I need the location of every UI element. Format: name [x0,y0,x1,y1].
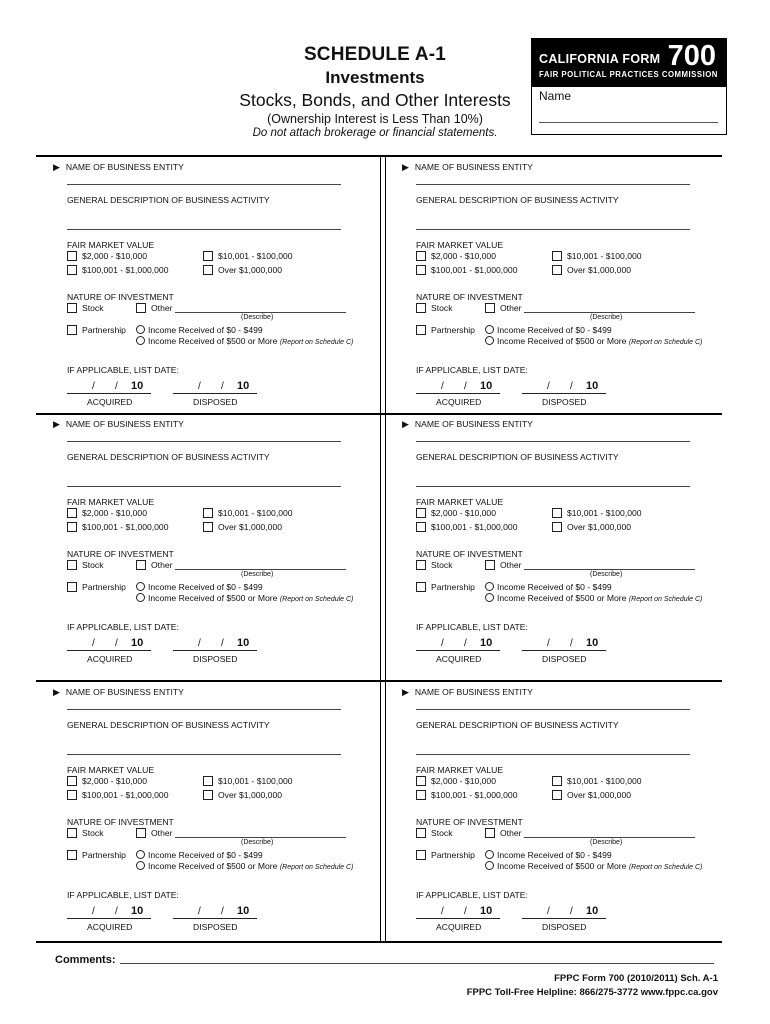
stock-checkbox[interactable] [67,560,77,570]
investment-section-3 [53,419,393,681]
investment-section-6 [402,687,742,949]
partnership-checkbox[interactable] [416,325,426,335]
stock-label: Stock [82,828,104,838]
income-radio-2[interactable] [136,593,145,602]
arrow-right-icon: ▶ [402,162,409,172]
description-label: GENERAL DESCRIPTION OF BUSINESS ACTIVITY [67,452,270,462]
income-radio-2[interactable] [485,861,494,870]
fmv-option-4: Over $1,000,000 [567,790,632,800]
other-checkbox[interactable] [485,828,495,838]
partnership-checkbox[interactable] [67,850,77,860]
fmv-label: FAIR MARKET VALUE [67,497,155,507]
acquired-label: ACQUIRED [436,654,482,664]
entity-name-field[interactable] [67,184,341,185]
attachment-note: Do not attach brokerage or financial statements. [252,127,498,139]
description-label: GENERAL DESCRIPTION OF BUSINESS ACTIVITY [416,452,619,462]
partnership-checkbox[interactable] [67,325,77,335]
entity-label-row [53,687,184,698]
arrow-right-icon: ▶ [53,162,60,172]
fmv-checkbox-3[interactable] [416,790,426,800]
nature-label: NATURE OF INVESTMENT [67,292,174,302]
describe-label: (Describe) [590,571,623,578]
arrow-right-icon: ▶ [402,687,409,697]
fmv-checkbox-1[interactable] [67,251,77,261]
other-label: Other [500,560,522,570]
disposed-year: 10 [237,637,250,649]
income-option-1: Income Received of $0 - $499 [497,850,612,860]
california-form-label: CALIFORNIA FORM [539,52,661,66]
fmv-option-4: Over $1,000,000 [218,790,283,800]
form-number: 700 [667,40,716,72]
acquired-label: ACQUIRED [87,397,133,407]
fmv-checkbox-4[interactable] [552,265,562,275]
disposed-year: 10 [237,380,250,392]
fmv-checkbox-4[interactable] [552,790,562,800]
income-option-2-row [497,336,702,346]
income-radio-1[interactable] [485,582,494,591]
investment-section-4 [402,419,742,681]
fmv-option-2: $10,001 - $100,000 [218,251,293,261]
report-note: (Report on Schedule C) [628,864,703,871]
other-label: Other [500,828,522,838]
fmv-option-3: $100,001 - $1,000,000 [431,522,518,532]
other-label: Other [151,560,173,570]
nature-label: NATURE OF INVESTMENT [67,817,174,827]
income-option-1: Income Received of $0 - $499 [497,325,612,335]
name-field[interactable] [539,122,718,123]
description-label: GENERAL DESCRIPTION OF BUSINESS ACTIVITY [416,720,619,730]
acquired-year: 10 [131,905,144,917]
report-note: (Report on Schedule C) [279,864,354,871]
income-radio-2[interactable] [136,336,145,345]
fmv-checkbox-1[interactable] [416,776,426,786]
other-checkbox[interactable] [485,560,495,570]
fmv-checkbox-2[interactable] [203,776,213,786]
entity-name-field[interactable] [416,709,690,710]
income-radio-2[interactable] [485,336,494,345]
entity-label: NAME OF BUSINESS ENTITY [414,687,533,697]
schedule-subtitle-2: Stocks, Bonds, and Other Interests [239,90,511,110]
acquired-year: 10 [480,380,493,392]
acquired-slash-1: / [92,906,95,917]
partnership-label: Partnership [82,850,126,860]
describe-label: (Describe) [590,839,623,846]
arrow-right-icon: ▶ [402,419,409,429]
entity-label-row [53,162,184,173]
date-label: IF APPLICABLE, LIST DATE: [416,365,528,375]
description-field[interactable] [67,754,341,755]
income-option-2: Income Received of $500 or More [497,861,627,871]
fmv-option-2: $10,001 - $100,000 [567,251,642,261]
stock-label: Stock [431,560,453,570]
acquired-slash-1: / [92,381,95,392]
entity-name-field[interactable] [416,441,690,442]
other-describe-field[interactable] [524,569,695,570]
other-describe-field[interactable] [524,312,695,313]
description-label: GENERAL DESCRIPTION OF BUSINESS ACTIVITY [416,195,619,205]
disposed-slash-1: / [198,381,201,392]
fmv-checkbox-3[interactable] [67,522,77,532]
fmv-checkbox-4[interactable] [203,265,213,275]
income-option-2: Income Received of $500 or More [148,336,278,346]
date-label: IF APPLICABLE, LIST DATE: [416,622,528,632]
entity-label-row [402,162,533,173]
disposed-label: DISPOSED [193,654,238,664]
fmv-option-2: $10,001 - $100,000 [567,776,642,786]
describe-label: (Describe) [590,314,623,321]
describe-label: (Describe) [241,314,274,321]
other-describe-field[interactable] [175,312,346,313]
disposed-year: 10 [586,637,599,649]
entity-label-row [53,419,184,430]
income-radio-2[interactable] [485,593,494,602]
income-option-1: Income Received of $0 - $499 [148,582,263,592]
other-label: Other [151,303,173,313]
income-radio-1[interactable] [485,850,494,859]
partnership-label: Partnership [431,850,475,860]
disposed-slash-1: / [198,638,201,649]
other-label: Other [151,828,173,838]
describe-label: (Describe) [241,571,274,578]
report-note: (Report on Schedule C) [628,339,703,346]
disposed-slash-2: / [221,906,224,917]
income-radio-1[interactable] [136,325,145,334]
date-label: IF APPLICABLE, LIST DATE: [67,365,179,375]
stock-label: Stock [82,303,104,313]
income-option-1: Income Received of $0 - $499 [148,850,263,860]
date-label: IF APPLICABLE, LIST DATE: [416,890,528,900]
commission-label: FAIR POLITICAL PRACTICES COMMISSION [539,70,718,79]
fmv-option-2: $10,001 - $100,000 [218,776,293,786]
nature-label: NATURE OF INVESTMENT [67,549,174,559]
income-radio-1[interactable] [485,325,494,334]
fmv-checkbox-3[interactable] [416,522,426,532]
other-label: Other [500,303,522,313]
fmv-option-1: $2,000 - $10,000 [82,508,147,518]
nature-label: NATURE OF INVESTMENT [416,817,523,827]
entity-label: NAME OF BUSINESS ENTITY [414,419,533,429]
fmv-checkbox-2[interactable] [552,251,562,261]
fmv-option-3: $100,001 - $1,000,000 [431,790,518,800]
other-describe-field[interactable] [175,837,346,838]
other-checkbox[interactable] [136,303,146,313]
acquired-label: ACQUIRED [436,922,482,932]
income-option-2-row [148,336,353,346]
acquired-slash-1: / [441,638,444,649]
entity-label: NAME OF BUSINESS ENTITY [414,162,533,172]
fmv-checkbox-3[interactable] [67,265,77,275]
comments-field[interactable] [120,963,714,964]
income-radio-1[interactable] [136,850,145,859]
income-option-2-row [497,861,702,871]
schedule-title: SCHEDULE A-1 [303,44,447,65]
stock-checkbox[interactable] [67,828,77,838]
ownership-note: (Ownership Interest is Less Than 10%) [267,112,483,126]
disposed-slash-2: / [570,906,573,917]
fmv-checkbox-2[interactable] [203,508,213,518]
stock-checkbox[interactable] [67,303,77,313]
disposed-slash-1: / [547,381,550,392]
acquired-year: 10 [131,637,144,649]
investment-section-2 [402,162,742,424]
description-field[interactable] [416,754,690,755]
acquired-slash-1: / [441,906,444,917]
fmv-option-4: Over $1,000,000 [567,265,632,275]
investment-section-1 [53,162,393,424]
fmv-checkbox-4[interactable] [203,790,213,800]
fmv-checkbox-1[interactable] [67,508,77,518]
fmv-option-4: Over $1,000,000 [567,522,632,532]
description-label: GENERAL DESCRIPTION OF BUSINESS ACTIVITY [67,195,270,205]
fmv-option-2: $10,001 - $100,000 [567,508,642,518]
fmv-option-1: $2,000 - $10,000 [82,776,147,786]
entity-label: NAME OF BUSINESS ENTITY [65,687,184,697]
stock-checkbox[interactable] [416,560,426,570]
schedule-subtitle: Investments [325,68,425,87]
partnership-label: Partnership [431,325,475,335]
fmv-option-3: $100,001 - $1,000,000 [82,790,169,800]
nature-label: NATURE OF INVESTMENT [416,549,523,559]
fmv-checkbox-1[interactable] [416,508,426,518]
other-checkbox[interactable] [485,303,495,313]
income-radio-1[interactable] [136,582,145,591]
name-label: Name [539,89,572,103]
fmv-checkbox-2[interactable] [203,251,213,261]
fmv-option-3: $100,001 - $1,000,000 [82,265,169,275]
form-id-banner [532,39,726,87]
fmv-label: FAIR MARKET VALUE [67,240,155,250]
acquired-year: 10 [480,637,493,649]
disposed-slash-2: / [221,381,224,392]
fmv-option-4: Over $1,000,000 [218,265,283,275]
fmv-option-3: $100,001 - $1,000,000 [431,265,518,275]
disposed-slash-1: / [198,906,201,917]
fmv-label: FAIR MARKET VALUE [67,765,155,775]
disposed-year: 10 [586,905,599,917]
fmv-checkbox-2[interactable] [552,776,562,786]
fmv-option-1: $2,000 - $10,000 [431,508,496,518]
description-field[interactable] [416,486,690,487]
fmv-checkbox-3[interactable] [67,790,77,800]
fmv-checkbox-3[interactable] [416,265,426,275]
acquired-label: ACQUIRED [436,397,482,407]
partnership-label: Partnership [82,325,126,335]
fmv-checkbox-4[interactable] [552,522,562,532]
acquired-slash-2: / [464,906,467,917]
fmv-checkbox-1[interactable] [416,251,426,261]
form-id-box [531,38,727,135]
date-label: IF APPLICABLE, LIST DATE: [67,890,179,900]
stock-checkbox[interactable] [416,828,426,838]
income-radio-2[interactable] [136,861,145,870]
other-describe-field[interactable] [524,837,695,838]
entity-label: NAME OF BUSINESS ENTITY [65,162,184,172]
acquired-slash-1: / [92,638,95,649]
fmv-option-4: Over $1,000,000 [218,522,283,532]
acquired-year: 10 [480,905,493,917]
stock-label: Stock [82,560,104,570]
entity-label-row [402,419,533,430]
stock-checkbox[interactable] [416,303,426,313]
stock-label: Stock [431,828,453,838]
helpline: FPPC Toll-Free Helpline: 866/275-3772 www.fppc.ca.gov [466,987,718,998]
acquired-slash-2: / [464,638,467,649]
disposed-label: DISPOSED [542,922,587,932]
report-note: (Report on Schedule C) [279,339,354,346]
investment-section-5 [53,687,393,949]
disposed-slash-2: / [221,638,224,649]
fmv-option-2: $10,001 - $100,000 [218,508,293,518]
income-option-1: Income Received of $0 - $499 [497,582,612,592]
fmv-option-1: $2,000 - $10,000 [431,251,496,261]
acquired-label: ACQUIRED [87,922,133,932]
partnership-checkbox[interactable] [67,582,77,592]
disposed-slash-2: / [570,381,573,392]
fmv-label: FAIR MARKET VALUE [416,765,504,775]
describe-label: (Describe) [241,839,274,846]
fmv-label: FAIR MARKET VALUE [416,240,504,250]
entity-label: NAME OF BUSINESS ENTITY [65,419,184,429]
other-checkbox[interactable] [136,828,146,838]
arrow-right-icon: ▶ [53,687,60,697]
fmv-option-1: $2,000 - $10,000 [82,251,147,261]
income-option-1: Income Received of $0 - $499 [148,325,263,335]
acquired-label: ACQUIRED [87,654,133,664]
description-field[interactable] [416,229,690,230]
income-option-2: Income Received of $500 or More [148,861,278,871]
disposed-year: 10 [586,380,599,392]
description-field[interactable] [67,486,341,487]
report-note: (Report on Schedule C) [628,596,703,603]
header [200,44,550,139]
fmv-checkbox-2[interactable] [552,508,562,518]
fmv-checkbox-4[interactable] [203,522,213,532]
acquired-year: 10 [131,380,144,392]
fmv-label: FAIR MARKET VALUE [416,497,504,507]
form-identifier: FPPC Form 700 (2010/2011) Sch. A-1 [554,973,718,984]
partnership-checkbox[interactable] [416,582,426,592]
partnership-label: Partnership [431,582,475,592]
acquired-slash-2: / [115,906,118,917]
income-option-2-row [148,861,353,871]
fmv-checkbox-1[interactable] [67,776,77,786]
income-option-2-row [497,593,702,603]
acquired-slash-2: / [464,381,467,392]
description-label: GENERAL DESCRIPTION OF BUSINESS ACTIVITY [67,720,270,730]
entity-name-field[interactable] [416,184,690,185]
disposed-label: DISPOSED [193,397,238,407]
disposed-slash-1: / [547,638,550,649]
partnership-checkbox[interactable] [416,850,426,860]
comments-label: Comments: [55,954,116,966]
income-option-2: Income Received of $500 or More [148,593,278,603]
entity-name-field[interactable] [67,441,341,442]
other-checkbox[interactable] [136,560,146,570]
stock-label: Stock [431,303,453,313]
acquired-slash-2: / [115,381,118,392]
entity-name-field[interactable] [67,709,341,710]
divider-top [36,155,722,157]
entity-label-row [402,687,533,698]
acquired-slash-2: / [115,638,118,649]
disposed-slash-2: / [570,638,573,649]
fmv-option-3: $100,001 - $1,000,000 [82,522,169,532]
date-label: IF APPLICABLE, LIST DATE: [67,622,179,632]
report-note: (Report on Schedule C) [279,596,354,603]
other-describe-field[interactable] [175,569,346,570]
arrow-right-icon: ▶ [53,419,60,429]
income-option-2: Income Received of $500 or More [497,336,627,346]
income-option-2: Income Received of $500 or More [497,593,627,603]
disposed-label: DISPOSED [193,922,238,932]
disposed-slash-1: / [547,906,550,917]
nature-label: NATURE OF INVESTMENT [416,292,523,302]
disposed-label: DISPOSED [542,397,587,407]
disposed-label: DISPOSED [542,654,587,664]
acquired-slash-1: / [441,381,444,392]
fmv-option-1: $2,000 - $10,000 [431,776,496,786]
disposed-year: 10 [237,905,250,917]
partnership-label: Partnership [82,582,126,592]
income-option-2-row [148,593,353,603]
description-field[interactable] [67,229,341,230]
